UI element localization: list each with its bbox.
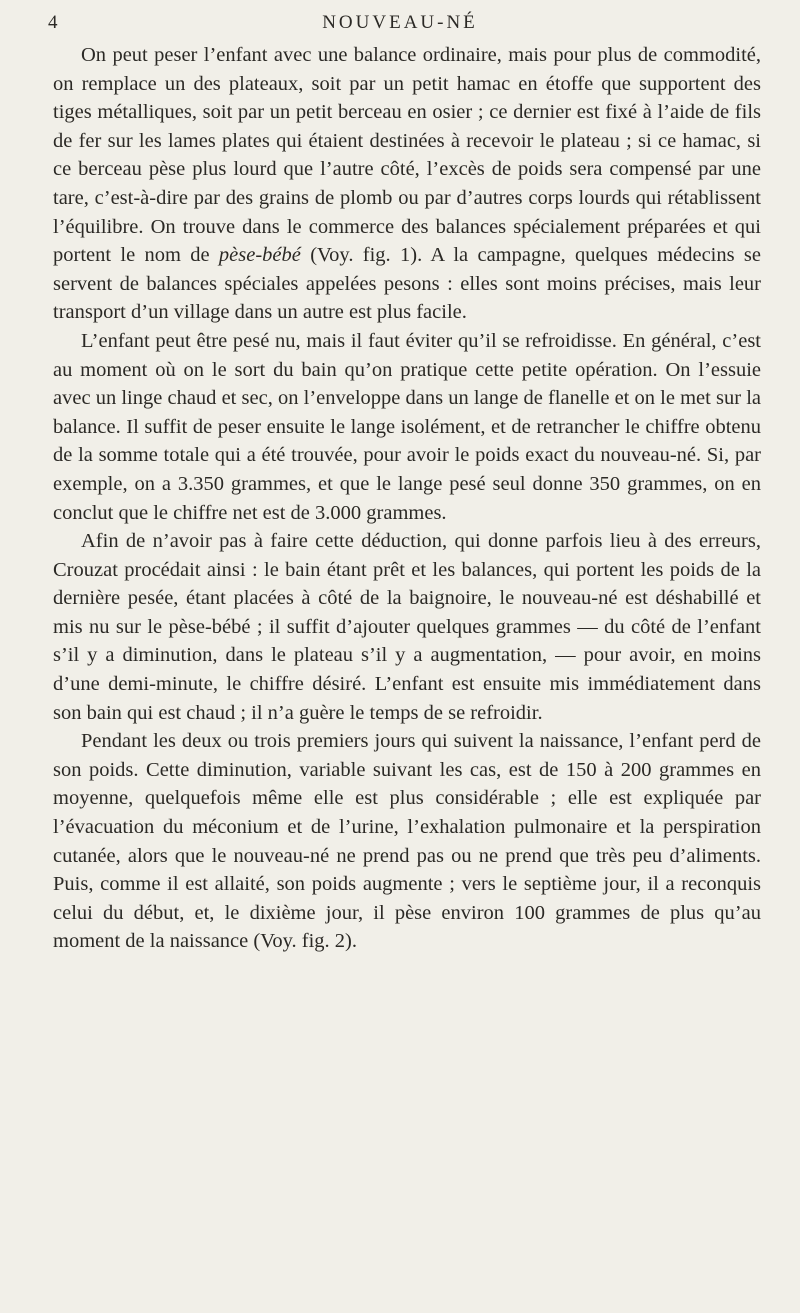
paragraph-4: Pendant les deux ou trois premiers jours qui suivent la naissance, l’enfant perd de son poids. Cette diminution, variable suivant les cas, est de 150 à 200 grammes en moyenne, quelquefois même elle est plus considérable ; elle est expliquée par l’évacuation du méconium et de l’urine, l’exhalation pulmonaire et la perspiration cutanée, alors que le nouveau-né ne prend pas ou ne prend que très peu d’aliments. Puis, comme il est allaité, son poids augmente ; vers le septième jour, il a reconquis celui du début, et, le dixième jour, il pèse environ 100 grammes de plus qu’au moment de la naissance (Voy. fig. 2). — [53, 730, 761, 953]
body-text — [53, 41, 761, 956]
paragraph-1 — [53, 41, 761, 327]
running-title: NOUVEAU-NÉ — [322, 12, 478, 33]
paragraph-1-text-start: On peut peser l’enfant avec une balance ordinaire, mais pour plus de commodité, on remplace un des plateaux, soit par un petit hamac en étoffe que supportent des tiges métalliques, soit par un petit berceau en osier ; ce dernier est fixé à l’aide de fils de fer sur les lames plates qui étaient destinées à recevoir le plateau ; si ce hamac, si ce berceau pèse plus lourd que l’autre côté, l’excès de poids sera compensé par une tare, c’est-à-dire par des grains de plomb ou par d’autres corps lourds qui rétablissent l’équilibre. On trouve dans le commerce des balances spécialement préparées et qui portent le nom de — [53, 44, 761, 267]
page-header — [0, 10, 800, 38]
paragraph-1-italic-term: pèse-bébé — [218, 244, 301, 267]
page-number: 4 — [48, 12, 59, 33]
paragraph-3: Afin de n’avoir pas à faire cette déduction, qui donne parfois lieu à des erreurs, Crouzat procédait ainsi : le bain étant prêt et les balances, qui portent les poids de la dernière pesée, étant placées à côté de la baignoire, le nouveau-né est déshabillé et mis nu sur le pèse-bébé ; il suffit d’ajouter quelques grammes — du côté de l’enfant s’il y a diminution, dans le plateau s’il y a augmentation, — pour avoir, en moins d’une demi-minute, le chiffre désiré. L’enfant est ensuite mis immédiatement dans son bain qui est chaud ; il n’a guère le temps de se refroidir. — [53, 530, 761, 724]
paragraph-2: L’enfant peut être pesé nu, mais il faut éviter qu’il se refroidisse. En général, c’est au moment où on le sort du bain qu’on pratique cette petite opération. On l’essuie avec un linge chaud et sec, on l’enveloppe dans un lange de flanelle et on le met sur la balance. Il suffit de peser ensuite le lange isolément, et de retrancher le chiffre obtenu de la somme totale qui a été trouvée, pour avoir le poids exact du nouveau-né. Si, par exemple, on a 3.350 grammes, et que le lange pesé seul donne 350 grammes, on en conclut que le chiffre net est de 3.000 grammes. — [53, 329, 761, 524]
paragraph-1-text-end: (Voy. fig. 1). A la campagne, quelques médecins se servent de balances spéciales appelées pesons : elles sont moins précises, mais leur transport d’un village dans un autre est plus facile. — [53, 244, 761, 324]
